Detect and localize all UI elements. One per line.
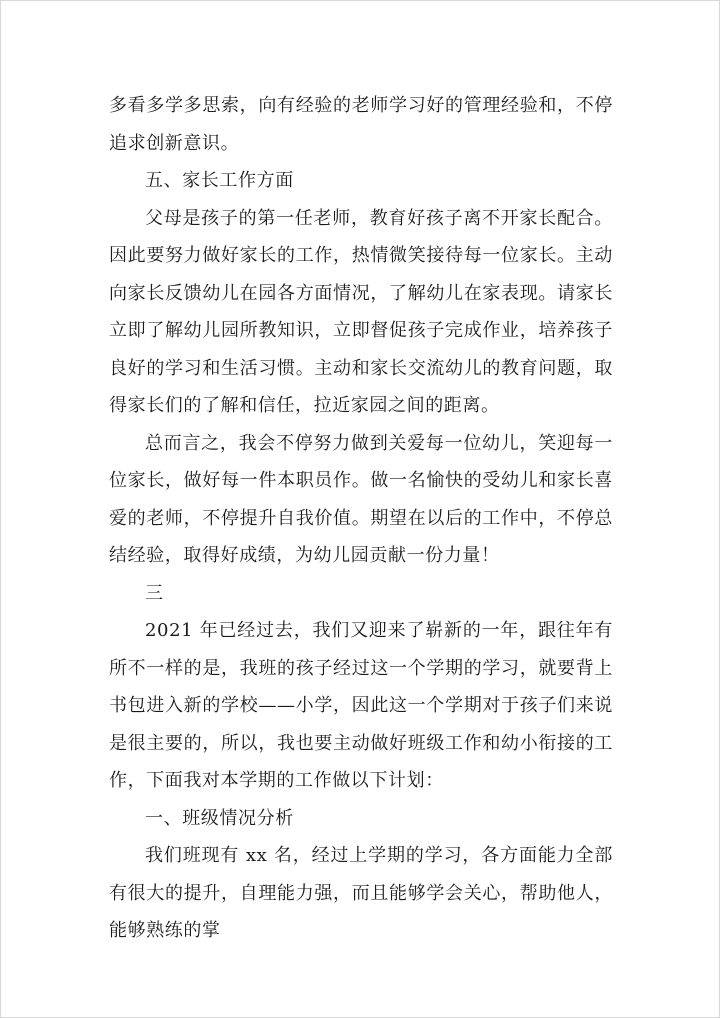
paragraph-intro-2021: 2021 年已经过去，我们又迎来了崭新的一年，跟往年有所不一样的是，我班的孩子经过这一个学期的学习，就要背上书包进入新的学校——小学，因此这一个学期对于孩子们来说是很主要的，所以，我也要主动做好班级工作和幼小衔接的工作，下面我对本学期的工作做以下计划：	[109, 620, 613, 791]
paragraph-continuation: 多看多学多思索，向有经验的老师学习好的管理经验和，不停追求创新意识。	[109, 95, 613, 154]
paragraph-parent-work: 父母是孩子的第一任老师，教育好孩子离不开家长配合。因此要努力做好家长的工作，热情微笑接待每一位家长。主动向家长反馈幼儿在园各方面情况，了解幼儿在家表现。请家长立即了解幼儿园所教知识，立即督促孩子完成作业，培养孩子良好的学习和生活习惯。主动和家长交流幼儿的教育问题，取得家长们的了解和信任，拉近家园之间的距离。	[109, 207, 613, 416]
paragraph-conclusion: 总而言之，我会不停努力做到关爱每一位幼儿，笑迎每一位家长，做好每一件本职员作。做一名愉快的受幼儿和家长喜爱的老师，不停提升自我价值。期望在以后的工作中，不停总结经验，取得好成绩，为幼儿园贡献一份力量！	[109, 432, 613, 566]
section-heading-class-analysis: 一、班级情况分析	[145, 807, 294, 829]
document-body	[109, 87, 613, 950]
paragraph-class-analysis: 我们班现有 xx 名，经过上学期的学习，各方面能力全部有很大的提升，自理能力强，而且能够学会关心，帮助他人，能够熟练的掌	[109, 845, 613, 941]
section-number-three: 三	[145, 582, 164, 604]
section-heading-parent-work: 五、家长工作方面	[145, 170, 294, 191]
